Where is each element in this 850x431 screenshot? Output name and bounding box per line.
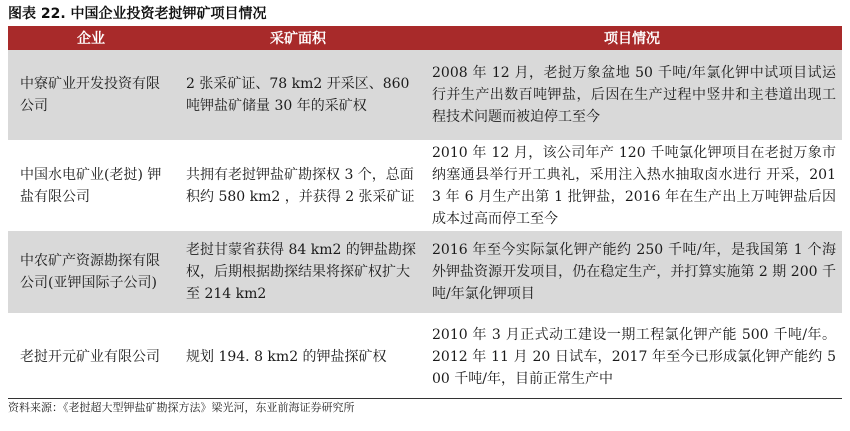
mining-area-cell: 老挝甘蒙省获得 84 km2 的钾盐勘探权，后期根据勘探结果将探矿权扩大至 214 km2 (174, 231, 422, 314)
project-status-cell: 2016 年至今实际氯化钾产能约 250 千吨/年，是我国第 1 个海外钾盐资源开发项目，仍在稳定生产，并打算实施第 2 期 200 千吨/年氯化钾项目 (422, 231, 842, 314)
company-cell: 中农矿产资源勘探有限公司(亚钾国际子公司) (8, 231, 174, 314)
company-cell: 老挝开元矿业有限公司 (8, 314, 174, 401)
project-status-cell: 2010 年 12 月，该公司年产 120 千吨氯化钾项目在老挝万象市纳塞通县举行开工典礼，采用注入热水抽取卤水进行 开采，2013 年 6 月生产出第 1 批钾盐，2016 年在生产出上万吨钾盐后因成本过高而停工至今 (422, 141, 842, 231)
potash-projects-table (8, 26, 842, 401)
project-status-cell: 2010 年 3 月正式动工建设一期工程氯化钾产能 500 千吨/年。 2012 年 11 月 20 日试车，2017 年至今已形成氯化钾产能约 500 千吨/年，目前正常生产中 (422, 314, 842, 401)
source-note: 资料来源：《老挝超大型钾盐矿勘探方法》梁光河，东亚前海证券研究所 (8, 401, 355, 414)
company-cell: 中国水电矿业(老挝) 钾盐有限公司 (8, 141, 174, 231)
header-project-status: 项目情况 (422, 26, 842, 50)
table-row (8, 50, 842, 141)
table-row (8, 231, 842, 314)
table-bottom-rule (8, 398, 842, 399)
figure-title: 图表 22. 中国企业投资老挝钾矿项目情况 (8, 6, 267, 22)
project-status-cell: 2008 年 12 月，老挝万象盆地 50 千吨/年氯化钾中试项目试运行并生产出数百吨钾盐，后因在生产过程中竖井和主巷道出现工程技术问题而被迫停工至今 (422, 50, 842, 141)
mining-area-cell: 2 张采矿证、78 km2 开采区、860 吨钾盐矿储量 30 年的采矿权 (174, 50, 422, 141)
mining-area-cell: 共拥有老挝钾盐矿勘探权 3 个，总面积约 580 km2 ，并获得 2 张采矿证 (174, 141, 422, 231)
table-row (8, 314, 842, 401)
mining-area-cell: 规划 194. 8 km2 的钾盐探矿权 (174, 314, 422, 401)
company-cell: 中寮矿业开发投资有限公司 (8, 50, 174, 141)
header-company: 企业 (8, 26, 174, 50)
table-row (8, 141, 842, 231)
header-mining-area: 采矿面积 (174, 26, 422, 50)
table-header-row (8, 26, 842, 50)
